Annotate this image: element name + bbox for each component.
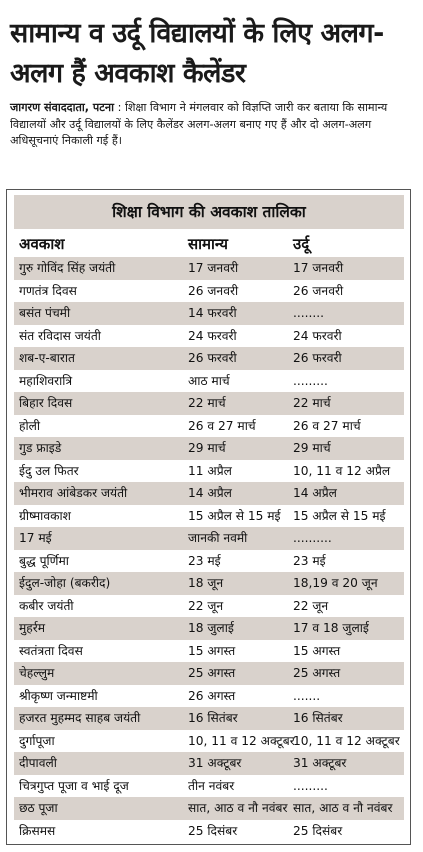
- general-date-cell: 25 अगस्त: [188, 666, 236, 680]
- column-header-holiday: अवकाश: [19, 235, 65, 253]
- holiday-cell: शब-ए-बारात: [19, 351, 75, 365]
- urdu-date-cell: 25 अगस्त: [293, 666, 341, 680]
- general-date-cell: 26 फरवरी: [188, 351, 237, 365]
- urdu-date-cell: 17 व 18 जुलाई: [293, 621, 369, 635]
- holiday-cell: मुहर्रम: [19, 621, 46, 635]
- general-date-cell: आठ मार्च: [188, 373, 230, 388]
- general-date-cell: 17 जनवरी: [188, 261, 239, 275]
- urdu-date-cell: 22 जून: [293, 598, 329, 613]
- table-row: [14, 505, 404, 528]
- holiday-cell: महाशिवरात्रि: [19, 373, 73, 388]
- urdu-date-cell: ..........: [293, 531, 332, 545]
- general-date-cell: तीन नवंबर: [188, 778, 235, 793]
- general-date-cell: जानकी नवमी: [188, 531, 248, 545]
- urdu-date-cell: 10, 11 व 12 अक्टूबर: [293, 733, 400, 748]
- urdu-date-cell: 24 फरवरी: [293, 328, 342, 343]
- table-row: [14, 730, 404, 753]
- headline-line-2: अलग हैं अवकाश कैलेंडर: [10, 58, 246, 89]
- table-row: [14, 662, 404, 685]
- holiday-cell: दीपावली: [19, 756, 57, 770]
- table-row: [14, 460, 404, 483]
- table-row: [14, 325, 404, 348]
- table-row: [14, 617, 404, 640]
- column-header-general: सामान्य: [188, 235, 229, 253]
- table-row: [14, 527, 404, 550]
- urdu-date-cell: 26 जनवरी: [293, 283, 344, 298]
- holiday-cell: संत रविदास जयंती: [19, 328, 101, 343]
- table-row: [14, 302, 404, 325]
- holiday-cell: बुद्ध पूर्णिमा: [19, 553, 69, 568]
- general-date-cell: 15 अप्रैल से 15 मई: [188, 508, 281, 523]
- urdu-date-cell: 31 अक्टूबर: [293, 756, 347, 770]
- general-date-cell: 23 मई: [188, 553, 221, 568]
- intro-paragraph: [10, 100, 415, 150]
- general-date-cell: 29 मार्च: [188, 441, 226, 455]
- holiday-table-box: [6, 189, 411, 845]
- table-title: शिक्षा विभाग की अवकाश तालिका: [14, 195, 404, 229]
- table-row: [14, 820, 404, 843]
- table-row: [14, 370, 404, 393]
- table-row: [14, 775, 404, 798]
- holiday-cell: 17 मई: [19, 531, 52, 545]
- byline-separator: :: [114, 101, 125, 114]
- general-date-cell: 14 अप्रैल: [188, 486, 232, 500]
- general-date-cell: 26 व 27 मार्च: [188, 418, 256, 433]
- table-row: [14, 257, 404, 280]
- holiday-cell: चित्रगुप्त पूजा व भाई दूज: [19, 778, 129, 793]
- holiday-cell: दुर्गापूजा: [19, 733, 55, 748]
- holiday-cell: ईदु उल फितर: [19, 463, 79, 478]
- urdu-date-cell: सात, आठ व नौ नवंबर: [293, 801, 393, 815]
- urdu-date-cell: 29 मार्च: [293, 441, 331, 455]
- table-row: [14, 437, 404, 460]
- urdu-date-cell: .........: [293, 373, 328, 388]
- general-date-cell: 10, 11 व 12 अक्टूबर: [188, 733, 295, 748]
- intro-body: शिक्षा विभाग ने मंगलवार को विज्ञप्ति जारी कर बताया कि सामान्य विद्यालयों और उर्दू विद्यालयों के लिए कैलेंडर अलग-अलग बनाए गए हैं और दो अलग-अलग अधिसूचनाएं निकाली गई हैं।: [10, 101, 388, 147]
- holiday-cell: बिहार दिवस: [19, 396, 73, 410]
- table-row: [14, 707, 404, 730]
- holiday-cell: होली: [19, 418, 41, 433]
- column-header-urdu: उर्दू: [293, 235, 310, 253]
- urdu-date-cell: 15 अगस्त: [293, 643, 341, 658]
- urdu-date-cell: 26 व 27 मार्च: [293, 418, 361, 433]
- headline-line-1: सामान्य व उर्दू विद्यालयों के लिए अलग-: [10, 18, 384, 49]
- holiday-cell: भीमराव आंबेडकर जयंती: [19, 486, 128, 500]
- holiday-cell: श्रीकृष्ण जन्माष्टमी: [19, 688, 98, 703]
- general-date-cell: 22 जून: [188, 598, 224, 613]
- holiday-table-rows: [14, 257, 404, 842]
- table-row: [14, 415, 404, 438]
- holiday-cell: गुड फ्राइडे: [19, 441, 62, 455]
- general-date-cell: 14 फरवरी: [188, 306, 237, 320]
- general-date-cell: 26 अगस्त: [188, 688, 236, 703]
- urdu-date-cell: 18,19 व 20 जून: [293, 576, 378, 590]
- urdu-date-cell: 23 मई: [293, 553, 326, 568]
- general-date-cell: 24 फरवरी: [188, 328, 237, 343]
- holiday-cell: क्रिसमस: [19, 823, 56, 838]
- table-row: [14, 572, 404, 595]
- table-row: [14, 280, 404, 303]
- holiday-cell: स्वतंत्रता दिवस: [19, 643, 83, 658]
- news-article: [0, 14, 423, 852]
- urdu-date-cell: 17 जनवरी: [293, 261, 344, 275]
- holiday-cell: चेहल्लुम: [19, 666, 55, 680]
- table-row: [14, 685, 404, 708]
- holiday-cell: गुरु गोविंद सिंह जयंती: [19, 261, 116, 275]
- general-date-cell: 31 अक्टूबर: [188, 756, 242, 770]
- general-date-cell: 22 मार्च: [188, 396, 226, 410]
- table-row: [14, 347, 404, 370]
- holiday-cell: गणतंत्र दिवस: [19, 283, 77, 298]
- urdu-date-cell: 25 दिसंबर: [293, 823, 343, 838]
- holiday-cell: ग्रीष्मावकाश: [19, 508, 71, 523]
- general-date-cell: सात, आठ व नौ नवंबर: [188, 801, 288, 815]
- holiday-cell: छठ पूजा: [19, 801, 58, 815]
- table-row: [14, 752, 404, 775]
- general-date-cell: 18 जून: [188, 576, 224, 590]
- urdu-date-cell: ........: [293, 306, 324, 320]
- table-row: [14, 550, 404, 573]
- urdu-date-cell: .......: [293, 688, 321, 703]
- general-date-cell: 16 सितंबर: [188, 711, 238, 725]
- urdu-date-cell: .........: [293, 778, 328, 793]
- table-row: [14, 640, 404, 663]
- holiday-cell: हजरत मुहम्मद साहब जयंती: [19, 711, 141, 725]
- general-date-cell: 26 जनवरी: [188, 283, 239, 298]
- urdu-date-cell: 16 सितंबर: [293, 711, 343, 725]
- urdu-date-cell: 14 अप्रैल: [293, 486, 337, 500]
- table-row: [14, 595, 404, 618]
- byline: जागरण संवाददाता, पटना: [10, 101, 115, 114]
- general-date-cell: 11 अप्रैल: [188, 463, 232, 478]
- table-row: [14, 482, 404, 505]
- general-date-cell: 25 दिसंबर: [188, 823, 238, 838]
- holiday-cell: कबीर जयंती: [19, 598, 74, 613]
- holiday-cell: बसंत पंचमी: [19, 306, 71, 320]
- table-row: [14, 797, 404, 820]
- general-date-cell: 15 अगस्त: [188, 643, 236, 658]
- general-date-cell: 18 जुलाई: [188, 621, 234, 635]
- holiday-cell: ईदुल-जोहा (बकरीद): [19, 576, 111, 590]
- headline: [10, 14, 417, 94]
- urdu-date-cell: 10, 11 व 12 अप्रैल: [293, 463, 391, 478]
- urdu-date-cell: 15 अप्रैल से 15 मई: [293, 508, 386, 523]
- table-row: [14, 392, 404, 415]
- urdu-date-cell: 26 फरवरी: [293, 351, 342, 365]
- urdu-date-cell: 22 मार्च: [293, 396, 331, 410]
